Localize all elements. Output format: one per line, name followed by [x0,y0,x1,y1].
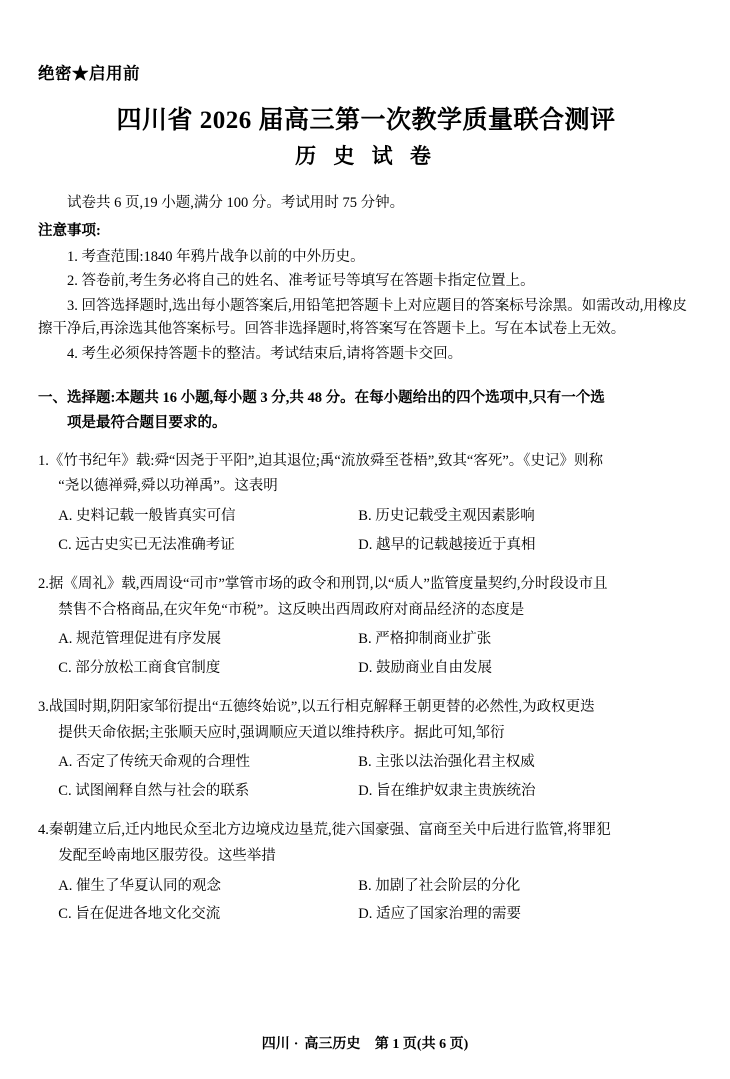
question-2-option-a[interactable]: A. 规范管理促进有序发展 [58,631,222,648]
question-2-option-row-1 [38,625,694,653]
question-3-stem-line1: 战国时期,阴阳家邹衍提出“五德终始说”,以五行相克解释王朝更替的必然性,为政权更迭 [48,698,595,715]
question-3-option-a[interactable]: A. 否定了传统天命观的合理性 [58,754,251,771]
section-heading-lead: 一、选择题: [38,390,116,407]
question-1-option-c[interactable]: C. 远古史实已无法准确考证 [58,536,235,553]
question-3-number: 3. [38,698,49,715]
question-4-option-c[interactable]: C. 旨在促进各地文化交流 [58,905,221,922]
question-2-option-c[interactable]: C. 部分放松工商食官制度 [58,659,221,676]
question-2-options [38,625,694,682]
question-1-option-d[interactable]: D. 越早的记载越接近于真相 [358,536,536,553]
footer-separator: · [293,1037,301,1052]
question-4-option-a[interactable]: A. 催生了华夏认同的观念 [58,877,222,894]
notice-item-4: 4. 考生必须保持答题卡的整洁。考试结束后,请将答题卡交回。 [67,345,463,362]
question-4-option-row-2 [38,900,694,928]
question-1-options [38,502,694,559]
secret-label: 绝密★启用前 [38,64,140,83]
question-4-number: 4. [38,822,49,839]
question-1 [38,449,694,559]
question-2-option-d[interactable]: D. 鼓励商业自由发展 [358,659,493,676]
question-1-stem-line1: 《竹书纪年》载:舜“因尧于平阳”,迫其退位;禹“流放舜至苍梧”,致其“客死”。《史记》则称 [48,452,604,469]
question-3-option-b[interactable]: B. 主张以法治强化君主权威 [358,754,535,771]
question-1-option-row-2 [38,531,694,559]
question-1-option-b[interactable]: B. 历史记载受主观因素影响 [358,508,535,525]
page-subtitle: 历 史 试 卷 [295,144,437,168]
question-1-stem [38,449,694,501]
question-3-option-row-1 [38,748,694,776]
question-2-stem [38,572,694,624]
question-3 [38,695,694,805]
question-2-option-row-2 [38,654,694,682]
question-4-stem [38,818,694,870]
question-3-option-c[interactable]: C. 试图阐释自然与社会的联系 [58,782,250,799]
question-4-option-row-1 [38,872,694,900]
page-content [38,60,694,928]
section-heading-line2: 项是最符合题目要求的。 [67,415,227,431]
question-1-stem-line2: “尧以德禅舜,舜以功禅禹”。这表明 [58,478,278,495]
question-2-option-b[interactable]: B. 严格抑制商业扩张 [358,631,492,648]
question-1-number: 1. [38,452,49,469]
section-heading-rest: 本题共 16 小题,每小题 3 分,共 48 分。在每小题给出的四个选项中,只有一个选 [115,390,605,407]
footer-subject: 高三历史 [304,1037,361,1052]
page-title: 四川省 2026 届高三第一次教学质量联合测评 [116,107,616,134]
notice-item-2: 2. 答卷前,考生务必将自己的姓名、准考证号等填写在答题卡指定位置上。 [67,273,535,290]
question-4-option-b[interactable]: B. 加剧了社会阶层的分化 [358,877,521,894]
question-1-option-row-1 [38,502,694,530]
question-3-option-row-2 [38,777,694,805]
notice-item-3: 3. 回答选择题时,选出每小题答案后,用铅笔把答题卡上对应题目的答案标号涂黑。如需改动,用橡皮擦干净后,再涂选其他答案标号。回答非选择题时,将答案写在答题卡上。写在本试卷上无效。 [38,297,687,338]
question-2-stem-line1: 据《周礼》载,西周设“司市”掌管市场的政令和刑罚,以“质人”监管度量契约,分时段设市且 [48,575,608,592]
page-footer [0,1033,730,1053]
footer-page-number: 第 1 页(共 6 页) [374,1037,469,1052]
question-2 [38,572,694,682]
question-3-stem [38,695,694,747]
question-4-stem-line1: 秦朝建立后,迁内地民众至北方边境戍边垦荒,徙六国豪强、富商至关中后进行监管,将罪犯 [48,822,611,839]
question-3-stem-line2: 提供天命依据;主张顺天应时,强调顺应天道以维持秩序。据此可知,邹衍 [58,724,505,741]
question-4 [38,818,694,928]
question-2-stem-line2: 禁售不合格商品,在灾年免“市税”。这反映出西周政府对商品经济的态度是 [58,601,525,618]
exam-info-line: 试卷共 6 页,19 小题,满分 100 分。考试用时 75 分钟。 [67,195,405,211]
question-4-stem-line2: 发配至岭南地区服劳役。这些举措 [58,847,276,864]
notice-title: 注意事项: [38,223,101,240]
question-4-options [38,872,694,929]
question-2-number: 2. [38,575,49,592]
question-4-option-d[interactable]: D. 适应了国家治理的需要 [358,905,522,922]
question-1-option-a[interactable]: A. 史料记载一般皆真实可信 [58,508,236,525]
footer-region: 四川 [261,1037,290,1052]
notice-item-1: 1. 考查范围:1840 年鸦片战争以前的中外历史。 [67,248,365,265]
section-heading [38,386,694,435]
question-3-option-d[interactable]: D. 旨在维护奴隶主贵族统治 [358,782,536,799]
question-3-options [38,748,694,805]
